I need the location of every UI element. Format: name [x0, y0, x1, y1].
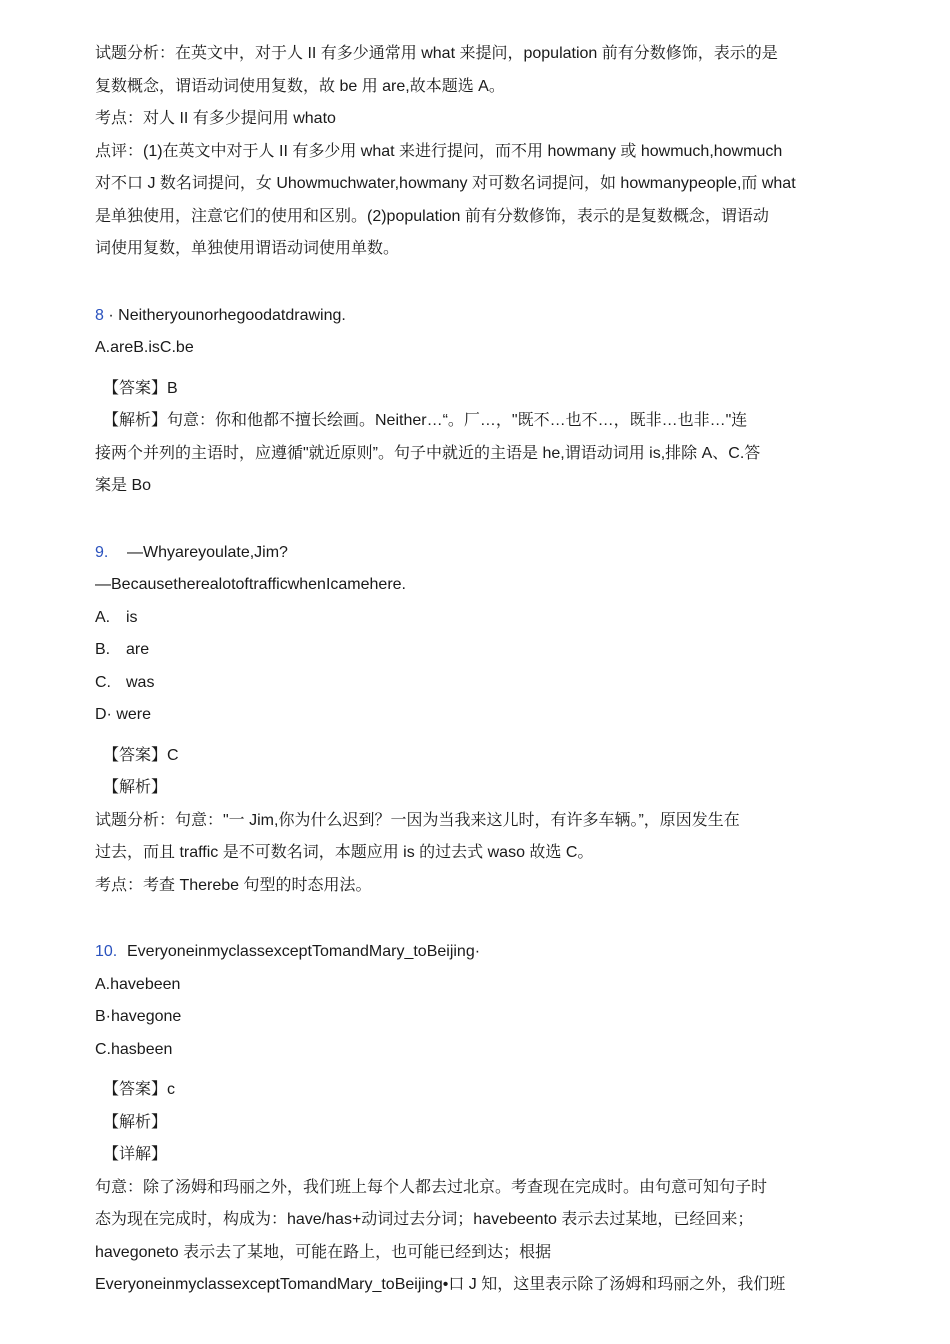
q10-answer: 【答案】c	[103, 1081, 176, 1098]
q9-analysis-line: 过去，而且 traffic 是不可数名词，本题应用 is 的过去式 waso 故选 C。	[95, 844, 594, 861]
q7-comment-line: 点评：(1)在英文中对于人 II 有多少用 what 来进行提问，而不用 howmany 或 howmuch,howmuch	[95, 142, 783, 160]
q7-comment-line: 是单独使用，注意它们的使用和区别。(2)population 前有分数修饰，表示的是复数概念，谓语动	[95, 207, 769, 225]
q9-option-text: are	[126, 641, 150, 658]
q9-stem2: —BecausetherealotoftrafficwhenIcamehere.	[95, 576, 406, 593]
q7-analysis-line: 试题分析：在英文中，对于人 II 有多少通常用 what 来提问，population 前有分数修饰，表示的是	[95, 45, 778, 62]
q10-stem	[95, 936, 860, 969]
q9-option	[95, 667, 860, 700]
q9-option	[95, 634, 860, 667]
q7-analysis	[95, 38, 860, 103]
q10-number: 10.	[95, 943, 118, 960]
q9-point: 考点：考查 Therebe 句型的时态用法。	[95, 876, 372, 894]
q9-option	[95, 699, 860, 732]
q10-option: A.havebeen	[95, 975, 181, 993]
q7-comment-line: 对不口 J 数名词提问，女 Uhowmuchwater,howmany 对可数名词提问，如 howmanypeople,而 what	[95, 175, 796, 192]
q9-analysis-label: 【解析】	[103, 779, 168, 796]
q10-option: C.hasbeen	[95, 1040, 173, 1058]
q9-answer: 【答案】C	[103, 746, 179, 764]
q9-option-letter: A.	[95, 608, 111, 626]
q8-number: 8	[95, 306, 104, 324]
q10-detail	[95, 1172, 860, 1302]
q9-analysis	[95, 805, 860, 870]
q10-analysis-label: 【解析】	[103, 1113, 168, 1131]
q8-analysis-line: 【解析】句意：你和他都不擅长绘画。Neither…“。厂…，"既不…也不…，既非…也非…"连	[103, 412, 748, 429]
q10-detail-line: 句意：除了汤姆和玛丽之外，我们班上每个人都去过北京。考查现在完成时。由句意可知句子时	[95, 1178, 768, 1196]
q7-comment-line: 词使用复数，单独使用谓语动词使用单数。	[95, 240, 400, 257]
q10-option: B·havegone	[95, 1008, 182, 1025]
q9-number: 9.	[95, 543, 109, 561]
q8-options: A.areB.isC.be	[95, 339, 194, 356]
q9-option-text: were	[116, 706, 152, 723]
document-page	[95, 38, 860, 1302]
q10-detail-line: havegoneto 表示去了某地，可能在路上，也可能已经到达；根据	[95, 1243, 552, 1261]
q10-detail-line: 态为现在完成时，构成为：have/has+动词过去分词；havebeento 表示去过某地，已经回来；	[95, 1211, 754, 1228]
q9-option-letter: D·	[95, 706, 112, 723]
q9-option	[95, 602, 860, 635]
q8-analysis-line: 接两个并列的主语时，应遵循"就近原则”。句子中就近的主语是 he,谓语动词用 is,排除 A、C.答	[95, 444, 761, 462]
q9-option-text: is	[126, 608, 138, 626]
q7-analysis-line: 复数概念，谓语动词使用复数，故 be 用 are,故本题选 A。	[95, 77, 505, 95]
q9-option-letter: B.	[95, 641, 111, 658]
q8-sep: ·	[108, 306, 114, 324]
q8-stem-text: Neitheryounorhegoodatdrawing.	[118, 306, 346, 324]
q8-analysis	[95, 405, 860, 503]
q8-answer: 【答案】B	[103, 379, 178, 397]
q10-detail-label: 【详解】	[103, 1146, 168, 1163]
q9-analysis-line: 试题分析：句意："一 Jim,你为什么迟到？一因为当我来这儿时，有许多车辆。”，原因发生在	[95, 811, 740, 829]
q9-stem-text: —Whyareyoulate,Jim?	[127, 543, 288, 561]
q8-stem	[95, 300, 860, 333]
q9-stem	[95, 537, 860, 570]
q10-detail-line: EveryoneinmyclassexceptTomandMary_toBeijing•口 J 知，这里表示除了汤姆和玛丽之外，我们班	[95, 1276, 786, 1293]
q7-point: 考点：对人 II 有多少提问用 whato	[95, 110, 336, 127]
q10-stem-text: EveryoneinmyclassexceptTomandMary_toBeijing·	[127, 943, 481, 960]
q8-analysis-line: 案是 Bo	[95, 477, 152, 494]
q7-comment	[95, 136, 860, 266]
q9-option-text: was	[126, 673, 155, 691]
q9-option-letter: C.	[95, 673, 111, 691]
